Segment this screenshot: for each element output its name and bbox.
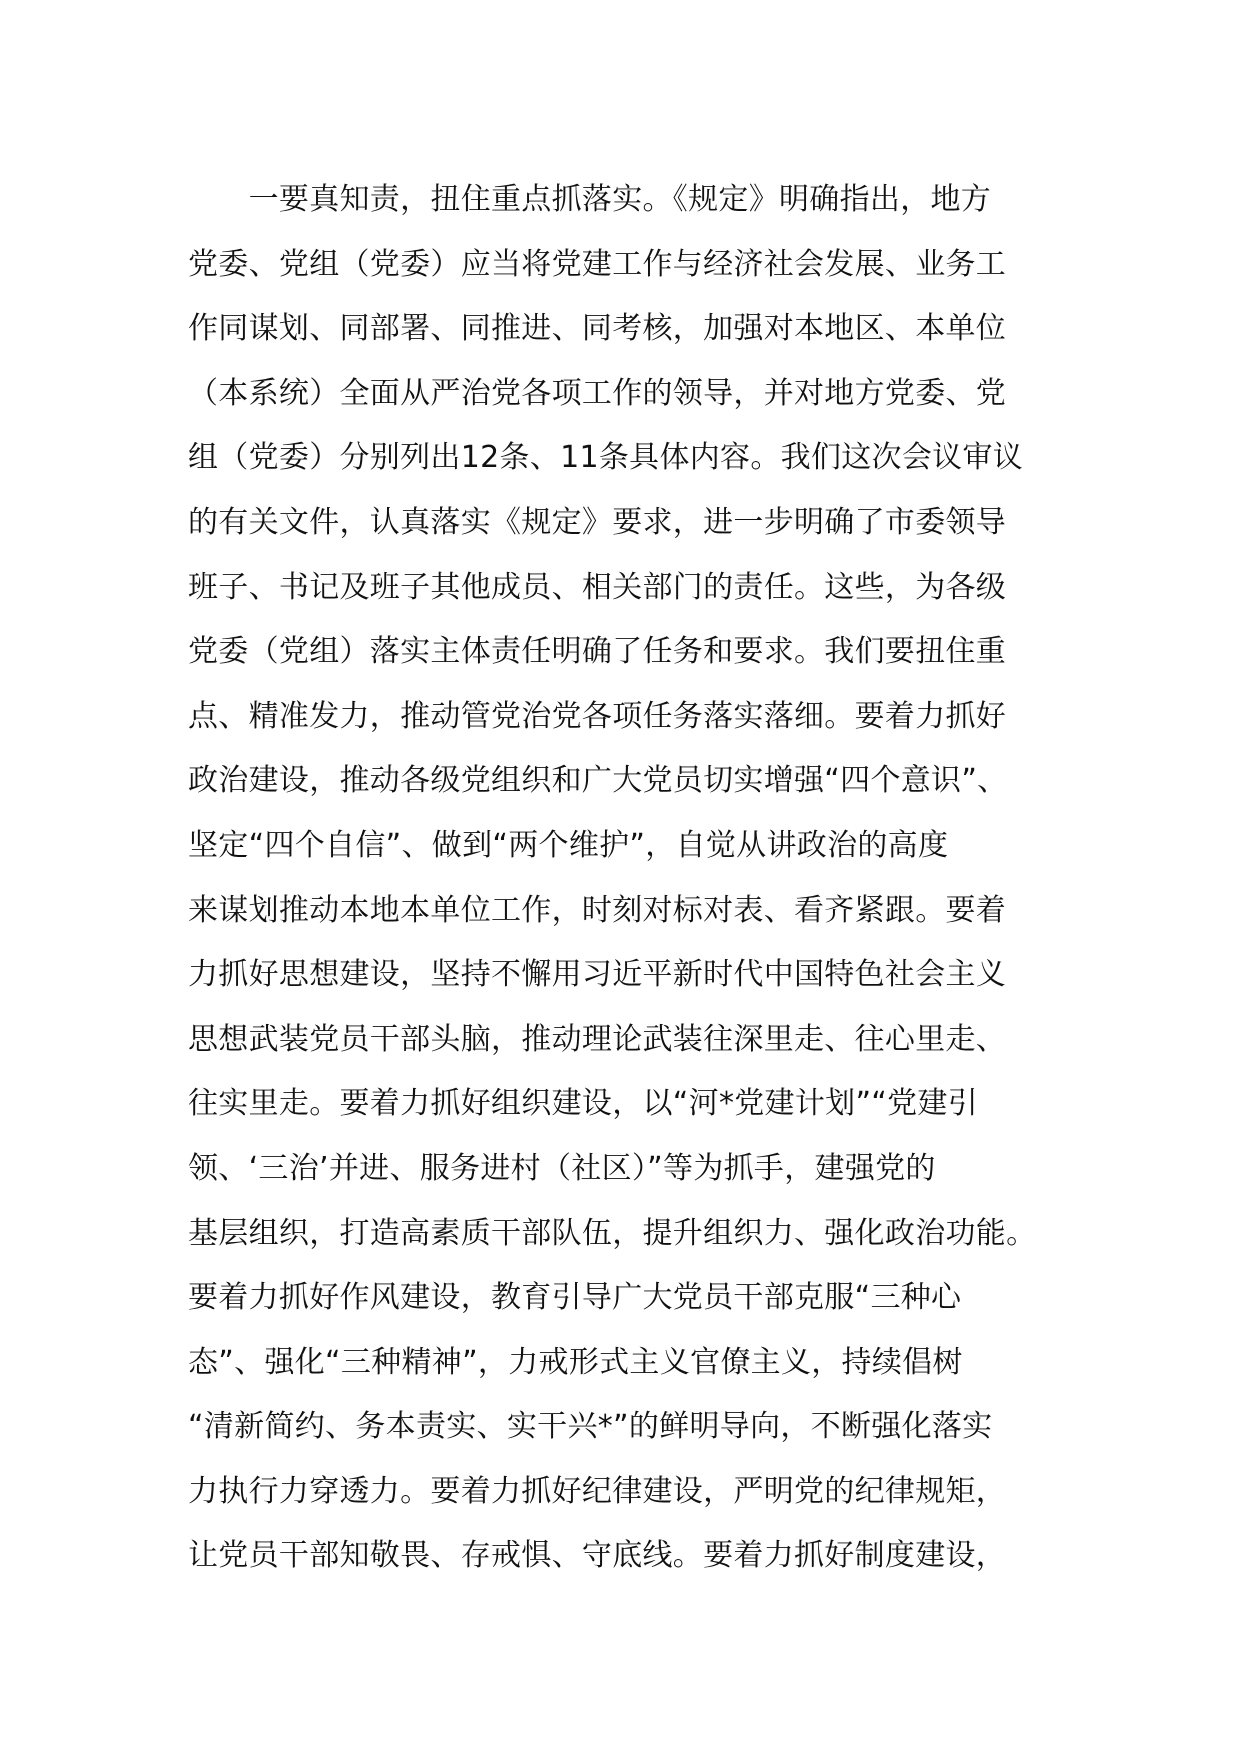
text-line: 往实里走。要着力抓好组织建设，以“河*党建计划”“党建引 [188,1086,979,1122]
text-line: 作同谋划、同部署、同推进、同考核，加强对本地区、本单位 [188,311,1007,347]
text-line: 党委、党组（党委）应当将党建工作与经济社会发展、业务工 [188,246,1007,282]
text-line: 政治建设，推动各级党组织和广大党员切实增强“四个意识”、 [188,763,1008,799]
text-line: 来谋划推动本地本单位工作，时刻对标对表、看齐紧跟。要着 [188,892,1007,928]
text-line: “清新简约、务本责实、实干兴*”的鲜明导向，不断强化落实 [188,1409,993,1445]
text-line: 点、精准发力，推动管党治党各项任务落实落细。要着力抓好 [188,698,1007,734]
text-line: 领、‘三治’并进、服务进村（社区）”等为抓手，建强党的 [188,1150,936,1186]
text-line: （本系统）全面从严治党各项工作的领导，并对地方党委、党 [188,375,1007,411]
text-line: 组（党委）分别列出12条、11条具体内容。我们这次会议审议 [188,440,1024,476]
text-line: 思想武装党员干部头脑，推动理论武装往深里走、往心里走、 [188,1021,1007,1057]
text-line: 力抓好思想建设，坚持不懈用习近平新时代中国特色社会主义 [188,957,1007,993]
text-line: 态”、强化“三种精神”，力戒形式主义官僚主义，持续倡树 [188,1344,963,1380]
body-text [188,168,1068,1589]
text-line: 班子、书记及班子其他成员、相关部门的责任。这些，为各级 [188,569,1007,605]
text-line: 党委（党组）落实主体责任明确了任务和要求。我们要扭住重 [188,634,1007,670]
text-line: 力执行力穿透力。要着力抓好纪律建设，严明党的纪律规矩， [188,1473,1007,1509]
text-line: 的有关文件，认真落实《规定》要求，进一步明确了市委领导 [188,504,1007,540]
text-line: 让党员干部知敬畏、存戒惧、守底线。要着力抓好制度建设， [188,1538,1007,1574]
text-line: 要着力抓好作风建设，教育引导广大党员干部克服“三种心 [188,1280,962,1316]
text-line: 坚定“四个自信”、做到“两个维护”，自觉从讲政治的高度 [188,827,949,863]
text-line: 基层组织，打造高素质干部队伍，提升组织力、强化政治功能。 [188,1215,1037,1251]
text-line: 一要真知责，扭住重点抓落实。《规定》明确指出，地方 [188,182,992,217]
